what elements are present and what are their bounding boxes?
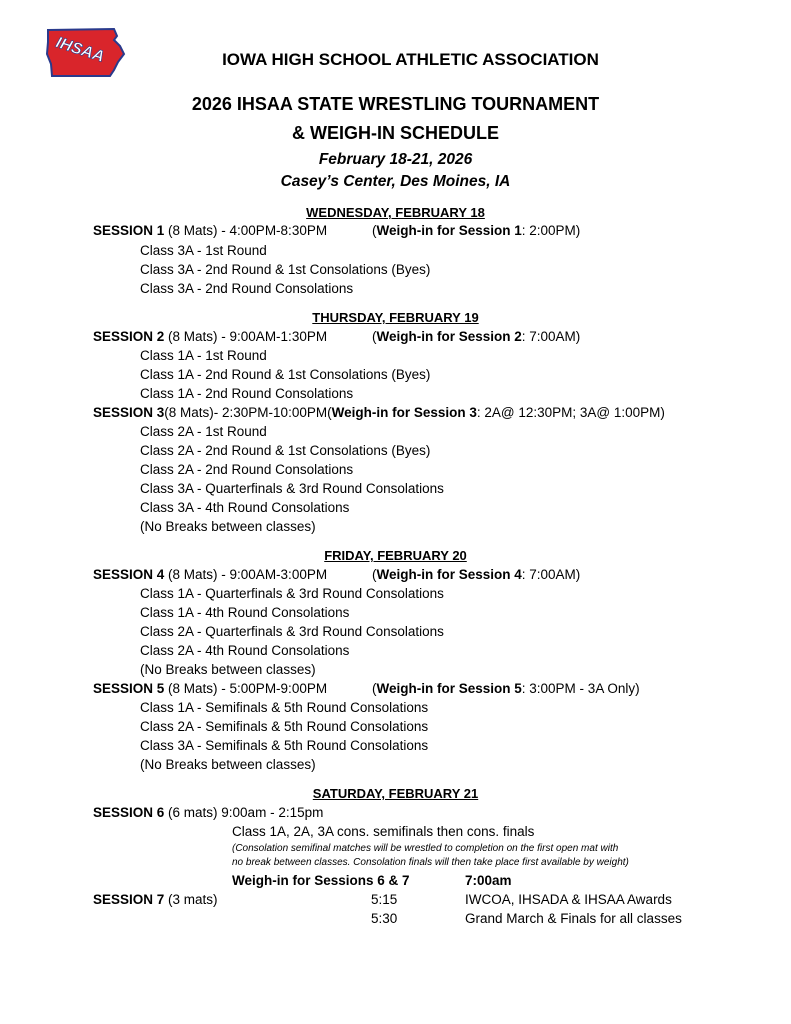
weigh-in-time: 7:00am — [465, 873, 512, 888]
list-item: (No Breaks between classes) — [140, 757, 316, 772]
title-line1: 2026 IHSAA STATE WRESTLING TOURNAMENT — [191, 94, 600, 114]
list-item: Class 1A - Quarterfinals & 3rd Round Consolations — [140, 586, 444, 601]
event-dates: February 18-21, 2026 — [318, 151, 473, 168]
list-item: Class 3A - 2nd Round Consolations — [140, 281, 354, 296]
day-heading-friday: FRIDAY, FEBRUARY 20 — [324, 548, 467, 563]
list-item: Class 3A - Quarterfinals & 3rd Round Consolations — [140, 481, 444, 496]
session-6-item: Class 1A, 2A, 3A cons. semifinals then cons. finals — [232, 824, 535, 839]
weigh-in-sessions-6-7: Weigh-in for Sessions 6 & 7 — [232, 873, 410, 888]
session-2-line: SESSION 2 (8 Mats) - 9:00AM-1:30PM — [93, 329, 328, 344]
day-heading-thursday: THURSDAY, FEBRUARY 19 — [312, 310, 479, 325]
session-7-time-2: 5:30 — [371, 911, 398, 926]
session-7-event-2: Grand March & Finals for all classes — [465, 911, 682, 926]
list-item: Class 1A - 2nd Round Consolations — [140, 386, 354, 401]
list-item: Class 1A - 1st Round — [140, 348, 267, 363]
session-5-line: SESSION 5 (8 Mats) - 5:00PM-9:00PM — [93, 681, 328, 696]
svg-text:IHSAA: IHSAA — [53, 34, 107, 66]
session-7-line: SESSION 7 (3 mats) — [93, 892, 218, 907]
list-item: Class 3A - Semifinals & 5th Round Consolations — [140, 738, 429, 753]
session-4-weigh-in: (Weigh-in for Session 4: 7:00AM) — [372, 567, 581, 582]
list-item: Class 2A - 2nd Round Consolations — [140, 462, 354, 477]
session-4-line: SESSION 4 (8 Mats) - 9:00AM-3:00PM — [93, 567, 328, 582]
list-item: Class 2A - 2nd Round & 1st Consolations (Byes) — [140, 443, 431, 458]
list-item: Class 1A - 2nd Round & 1st Consolations (Byes) — [140, 367, 431, 382]
session-6-note-1: (Consolation semifinal matches will be wrestled to completion on the first open mat with — [232, 843, 619, 854]
session-6-note-2: no break between classes. Consolation finals will then take place first available by weight) — [232, 857, 629, 868]
session-1-weigh-in: (Weigh-in for Session 1: 2:00PM) — [372, 223, 581, 238]
session-7-time-1: 5:15 — [371, 892, 398, 907]
list-item: (No Breaks between classes) — [140, 519, 316, 534]
list-item: Class 2A - 4th Round Consolations — [140, 643, 350, 658]
list-item: Class 2A - Semifinals & 5th Round Consolations — [140, 719, 429, 734]
list-item: Class 3A - 4th Round Consolations — [140, 500, 350, 515]
list-item: Class 1A - Semifinals & 5th Round Consolations — [140, 700, 429, 715]
org-name: IOWA HIGH SCHOOL ATHLETIC ASSOCIATION — [222, 50, 599, 69]
list-item: (No Breaks between classes) — [140, 662, 316, 677]
list-item: Class 2A - Quarterfinals & 3rd Round Consolations — [140, 624, 444, 639]
session-3-line: SESSION 3(8 Mats)- 2:30PM-10:00PM(Weigh-in for Session 3: 2A@ 12:30PM; 3A@ 1:00PM) — [93, 405, 665, 420]
title-line2: & WEIGH-IN SCHEDULE — [292, 123, 499, 143]
list-item: Class 3A - 1st Round — [140, 243, 267, 258]
session-2-weigh-in: (Weigh-in for Session 2: 7:00AM) — [372, 329, 581, 344]
list-item: Class 2A - 1st Round — [140, 424, 267, 439]
event-venue: Casey’s Center, Des Moines, IA — [280, 173, 511, 190]
list-item: Class 1A - 4th Round Consolations — [140, 605, 350, 620]
session-5-weigh-in: (Weigh-in for Session 5: 3:00PM - 3A Only) — [372, 681, 640, 696]
list-item: Class 3A - 2nd Round & 1st Consolations (Byes) — [140, 262, 431, 277]
session-6-line: SESSION 6 (6 mats) 9:00am - 2:15pm — [93, 805, 324, 820]
session-1-line: SESSION 1 (8 Mats) - 4:00PM-8:30PM — [93, 223, 328, 238]
day-heading-saturday: SATURDAY, FEBRUARY 21 — [312, 786, 479, 801]
day-heading-wednesday: WEDNESDAY, FEBRUARY 18 — [306, 205, 485, 220]
session-7-event-1: IWCOA, IHSADA & IHSAA Awards — [465, 892, 672, 907]
